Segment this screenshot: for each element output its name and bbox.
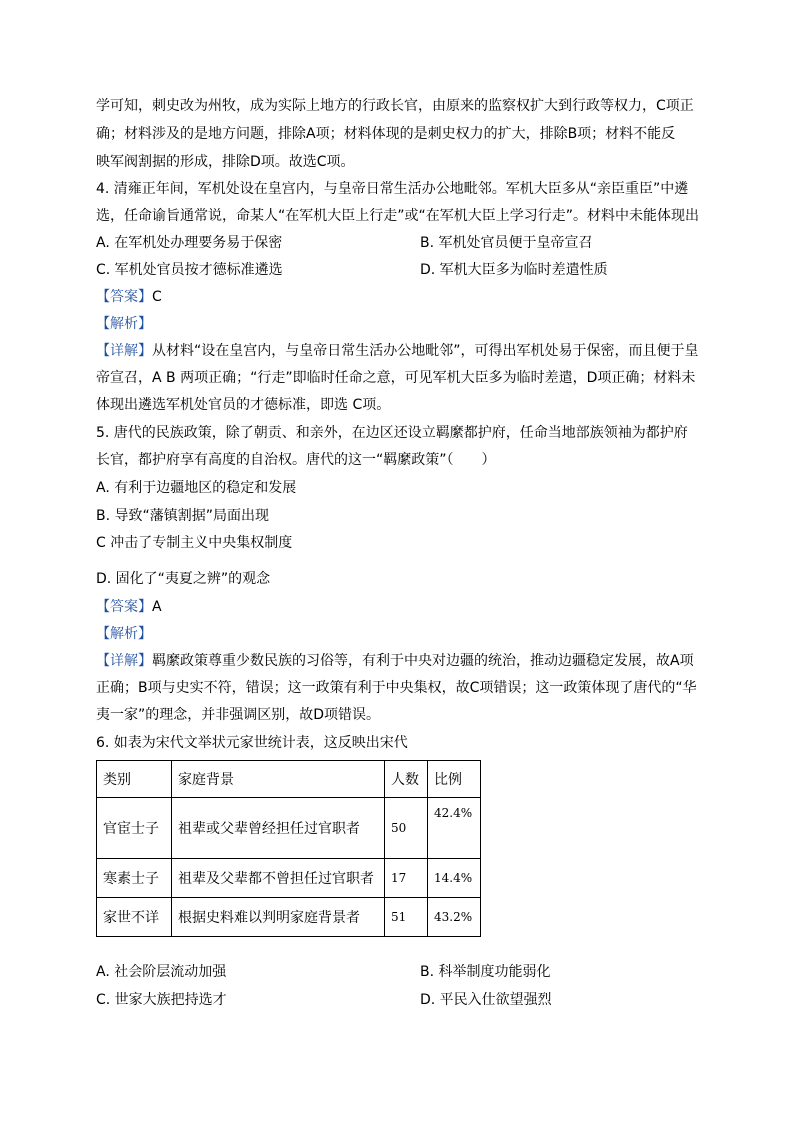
row-background: 祖辈或父辈曾经担任过官职者 <box>172 798 385 859</box>
detail-text: 羁縻政策尊重少数民族的习俗等，有利于中央对边疆的统治，推动边疆稳定发展，故A项 <box>152 653 694 669</box>
row-category: 官宦士子 <box>97 798 172 859</box>
row-category: 家世不详 <box>97 898 172 937</box>
q4-detail-line-3: 体现出遴选军机处官员的才德标准，即选 C项。 <box>96 397 391 413</box>
answer-value: A <box>152 599 162 615</box>
q6-option-a: A. 社会阶层流动加强 <box>96 964 227 980</box>
analysis-tag: 【解析】 <box>96 626 152 642</box>
q4-option-b: B. 军机处官员便于皇帝宣召 <box>420 235 593 251</box>
q6-option-b: B. 科举制度功能弱化 <box>420 964 551 980</box>
row-background: 根据史料难以判明家庭背景者 <box>172 898 385 937</box>
q6-option-c: C. 世家大族把持选才 <box>96 992 227 1008</box>
q4-analysis-tag <box>96 314 152 334</box>
q4-detail-line-2: 帝宣召，A B 两项正确；“行走”即临时任命之意，可见军机大臣多为临时差遣，D项正确；材料未 <box>96 370 696 386</box>
q5-option-a: A. 有利于边疆地区的稳定和发展 <box>96 480 297 496</box>
q5-option-d: D. 固化了“夷夏之辨”的观念 <box>96 571 271 587</box>
q3-analysis-line-2: 确；材料涉及的是地方问题，排除A项；材料体现的是刺史权力的扩大，排除B项；材料不能反 <box>96 126 676 142</box>
q6-stem: 6. 如表为宋代文举状元家世统计表，这反映出宋代 <box>96 735 408 751</box>
detail-tag: 【详解】 <box>96 653 152 669</box>
row-count: 17 <box>385 859 428 898</box>
q5-analysis-tag <box>96 624 152 644</box>
q3-analysis-line-3: 映军阀割据的形成，排除D项。故选C项。 <box>96 154 355 170</box>
q5-option-b: B. 导致“藩镇割据”局面出现 <box>96 508 270 524</box>
answer-tag: 【答案】 <box>96 599 152 615</box>
row-background: 祖辈及父辈都不曾担任过官职者 <box>172 859 385 898</box>
q5-option-c: C 冲击了专制主义中央集权制度 <box>96 535 293 551</box>
row-count: 50 <box>385 798 428 859</box>
q5-stem-line-2: 长官，都护府享有高度的自治权。唐代的这一“羁縻政策”（ ） <box>96 452 496 468</box>
q5-answer <box>96 597 162 617</box>
q4-detail-line-1 <box>96 341 699 361</box>
q4-option-c: C. 军机处官员按才德标准遴选 <box>96 262 283 278</box>
q5-detail-line-2: 正确；B项与史实不符，错误；这一政策有利于中央集权，故C项错误；这一政策体现了唐代的“华 <box>96 680 697 696</box>
header-background: 家庭背景 <box>172 761 385 798</box>
row-ratio: 14.4% <box>428 859 481 898</box>
answer-value: C <box>152 289 162 305</box>
q3-analysis-line-1: 学可知，刺史改为州牧，成为实际上地方的行政长官，由原来的监察权扩大到行政等权力，C项正 <box>96 98 694 114</box>
header-ratio: 比例 <box>428 761 481 798</box>
statistics-table <box>96 760 481 937</box>
row-ratio: 42.4% <box>428 798 481 859</box>
q4-stem-line-1: 4. 清雍正年间，军机处设在皇宫内，与皇帝日常生活办公地毗邻。军机大臣多从“亲臣重臣”中遴 <box>96 181 689 197</box>
table-row <box>97 798 481 859</box>
q4-option-a: A. 在军机处办理要务易于保密 <box>96 235 283 251</box>
detail-tag: 【详解】 <box>96 343 152 359</box>
table-row <box>97 859 481 898</box>
q5-detail-line-1 <box>96 651 694 671</box>
q5-detail-line-3: 夷一家”的理念，并非强调区别，故D项错误。 <box>96 707 381 723</box>
q4-stem-line-2: 选，任命谕旨通常说，命某人“在军机大臣上行走”或“在军机大臣上学习行走”。材料中未能体现出 <box>96 208 700 224</box>
table-row <box>97 898 481 937</box>
detail-text: 从材料“设在皇宫内，与皇帝日常生活办公地毗邻”，可得出军机处易于保密，而且便于皇 <box>152 343 699 359</box>
answer-tag: 【答案】 <box>96 289 152 305</box>
table-header-row <box>97 761 481 798</box>
row-category: 寒素士子 <box>97 859 172 898</box>
q4-option-d: D. 军机大臣多为临时差遣性质 <box>420 262 608 278</box>
header-category: 类别 <box>97 761 172 798</box>
q4-answer <box>96 287 162 307</box>
q6-option-d: D. 平民入仕欲望强烈 <box>420 992 552 1008</box>
header-count: 人数 <box>385 761 428 798</box>
q5-stem-line-1: 5. 唐代的民族政策，除了朝贡、和亲外，在边区还设立羁縻都护府，任命当地部族领袖为都护府 <box>96 425 688 441</box>
analysis-tag: 【解析】 <box>96 316 152 332</box>
row-ratio: 43.2% <box>428 898 481 937</box>
row-count: 51 <box>385 898 428 937</box>
